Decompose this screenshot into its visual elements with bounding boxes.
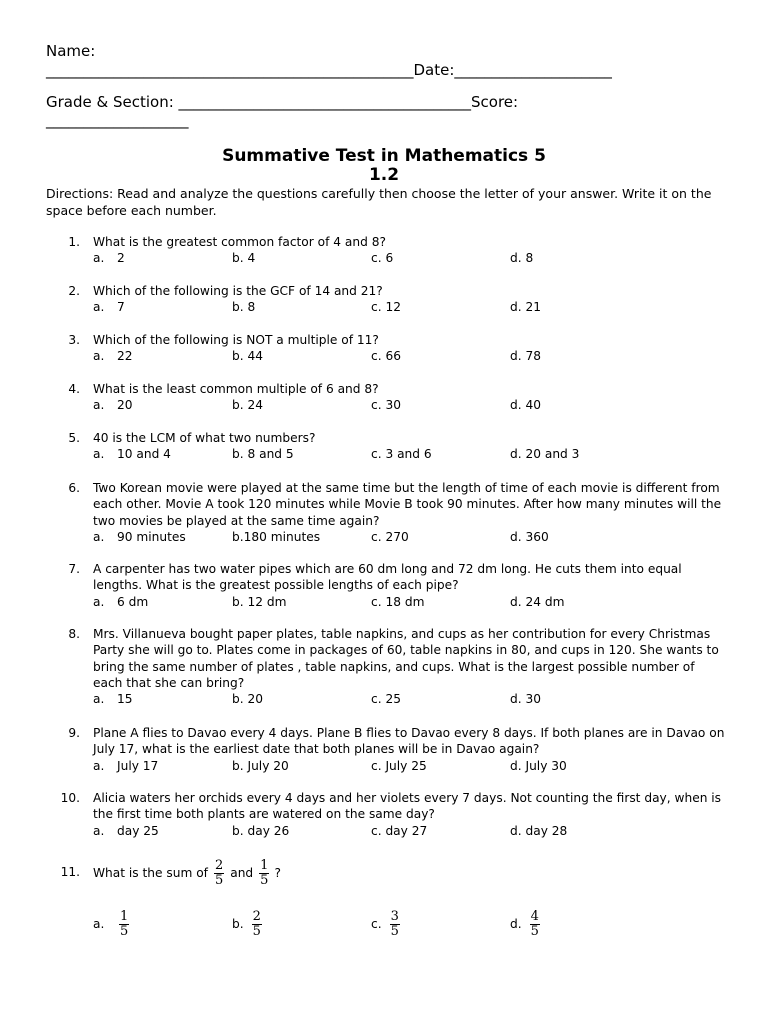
option-b: b. 12 dm <box>232 594 287 609</box>
option-d: d. 78 <box>510 349 541 364</box>
question-number: 7. <box>68 562 80 576</box>
option-a: a. 6 dm <box>93 594 149 609</box>
option-d: d. 40 <box>510 398 541 413</box>
fraction: $\frac{1}{5}$ <box>260 857 269 888</box>
option-d: d. 20 and 3 <box>510 447 580 462</box>
option-c: c. 66 <box>371 349 401 364</box>
question-10 <box>46 790 726 839</box>
option-d: d. 21 <box>510 300 541 315</box>
question-3 <box>46 332 726 365</box>
option-b: b. 24 <box>232 398 263 413</box>
option-a: a. 22 <box>93 349 133 364</box>
question-9 <box>46 725 726 774</box>
question-8 <box>46 626 726 707</box>
question-7 <box>46 561 726 610</box>
option-a: a. $\frac{1}{5}$ <box>93 908 129 939</box>
option-b: b. $\frac{2}{5}$ <box>232 908 261 939</box>
name-label: Name: <box>46 42 96 60</box>
question-number: 9. <box>68 726 80 740</box>
question-mark: ? <box>274 866 281 880</box>
question-11-options <box>46 906 726 942</box>
fraction: $\frac{2}{5}$ <box>214 857 224 888</box>
option-d: d. $\frac{4}{5}$ <box>510 908 539 939</box>
option-b: b. day 26 <box>232 823 290 838</box>
option-b: b. 44 <box>232 349 263 364</box>
option-d: d. 30 <box>510 692 541 707</box>
page-subtitle: 1.2 <box>368 165 400 185</box>
directions: Directions: Read and analyze the questions carefully then choose the letter of your answer. Write it on the space before each number. <box>46 186 712 218</box>
question-4 <box>46 381 726 414</box>
question-text: Which of the following is the GCF of 14 and 21? <box>93 284 383 298</box>
option-a: a. 10 and 4 <box>93 447 171 462</box>
option-a: a. 15 <box>93 692 133 707</box>
question-text: Which of the following is NOT a multiple of 11? <box>93 333 379 347</box>
score-line: ___________________ <box>46 111 189 129</box>
option-c: c. 30 <box>371 398 401 413</box>
grade-score-line: Grade & Section: _______________________________________Score: <box>46 93 519 111</box>
name-date-line: _________________________________________________Date:_____________________ <box>46 61 612 79</box>
question-text: What is the least common multiple of 6 and 8? <box>93 382 379 396</box>
option-c: c. 25 <box>371 692 401 707</box>
question-number: 6. <box>68 481 80 495</box>
option-c: c. day 27 <box>371 823 428 838</box>
option-c: c. July 25 <box>371 758 427 773</box>
question-number: 1. <box>68 235 80 249</box>
question-5 <box>46 430 726 463</box>
option-a: a. July 17 <box>93 758 159 773</box>
option-a: a. 90 minutes <box>93 529 186 544</box>
question-text: Alicia waters her orchids every 4 days and her violets every 7 days. Not counting the first day, when is the first time both plants are watered on the same day? <box>93 791 722 822</box>
option-a: a. 2 <box>93 251 125 266</box>
question-text: Mrs. Villanueva bought paper plates, table napkins, and cups as her contribution for every Christmas Party she will go to. Plates come in packages of 60, table napkins in 80, and cups in 120. She wants to bring the same number of plates , table napkins, and cups. What is the largest possible number of each that she can bring? <box>93 627 719 690</box>
question-number: 2. <box>68 284 80 298</box>
question-number: 5. <box>68 431 80 445</box>
question-number: 3. <box>68 333 80 347</box>
option-b: b. 8 and 5 <box>232 447 294 462</box>
option-a: a. 20 <box>93 398 133 413</box>
option-a: a. 7 <box>93 300 125 315</box>
question-text: What is the greatest common factor of 4 and 8? <box>93 235 386 249</box>
option-c: c. 18 dm <box>371 594 425 609</box>
question-number: 11. <box>60 865 80 879</box>
question-number: 4. <box>68 382 80 396</box>
option-b: b. 4 <box>232 251 256 266</box>
question-11 <box>46 855 726 891</box>
page-title: Summative Test in Mathematics 5 <box>222 146 546 166</box>
question-number: 8. <box>68 627 80 641</box>
option-b: b. 20 <box>232 692 263 707</box>
option-d: d. July 30 <box>510 758 567 773</box>
question-text: Plane A flies to Davao every 4 days. Plane B flies to Davao every 8 days. If both planes are in Davao on July 17, what is the earliest date that both planes will be in Davao again? <box>93 726 725 757</box>
option-d: d. day 28 <box>510 823 568 838</box>
option-c: c. $\frac{3}{5}$ <box>371 908 399 939</box>
question-text: What is the sum of <box>93 866 208 880</box>
question-text: Two Korean movie were played at the same time but the length of time of each movie is different from each other. Movie A took 120 minutes while Movie B took 90 minutes. After how many minutes will the two movies be played at the same time again? <box>93 481 722 528</box>
option-b: b.180 minutes <box>232 529 321 544</box>
conjunction: and <box>230 866 254 880</box>
option-c: c. 12 <box>371 300 401 315</box>
question-number: 10. <box>60 791 80 805</box>
option-c: c. 270 <box>371 529 409 544</box>
question-1 <box>46 234 726 267</box>
option-d: d. 360 <box>510 529 549 544</box>
option-a: a. day 25 <box>93 823 159 838</box>
option-c: c. 3 and 6 <box>371 447 432 462</box>
question-text: A carpenter has two water pipes which are 60 dm long and 72 dm long. He cuts them into equal lengths. What is the greatest possible lengths of each pipe? <box>93 562 682 593</box>
question-2 <box>46 283 726 316</box>
option-d: d. 24 dm <box>510 594 565 609</box>
question-6 <box>46 480 726 545</box>
option-b: b. 8 <box>232 300 256 315</box>
question-text: 40 is the LCM of what two numbers? <box>93 431 316 445</box>
option-b: b. July 20 <box>232 758 289 773</box>
option-c: c. 6 <box>371 251 394 266</box>
option-d: d. 8 <box>510 251 534 266</box>
